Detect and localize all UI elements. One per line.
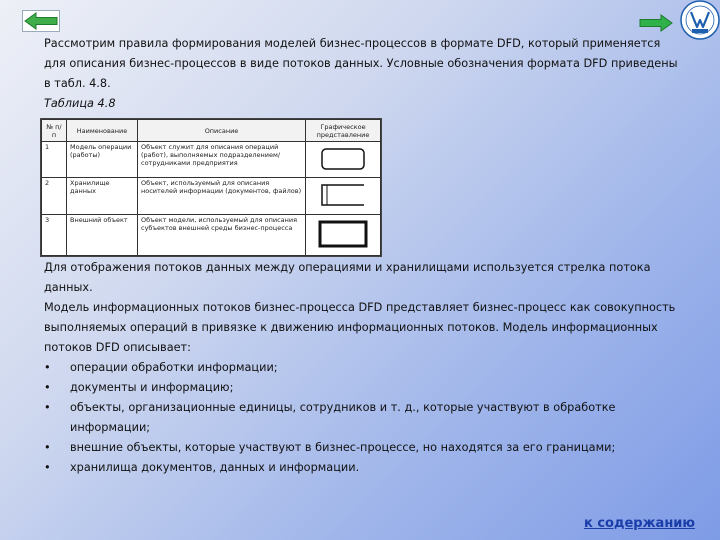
- table-header-num: № п/п: [42, 120, 67, 142]
- datastore-shape: [306, 178, 381, 214]
- table-header-desc: Описание: [138, 120, 306, 142]
- list-item: • документы и информацию;: [44, 378, 684, 398]
- external-object-shape: [306, 214, 381, 255]
- bullet-icon: •: [44, 381, 51, 394]
- bullet-list: [44, 358, 684, 478]
- intro-paragraph: Рассмотрим правила формирования моделей бизнес-процессов в формате DFD, который применяется для описания бизнес-процессов в виде потоков данных. Условные обозначения формата DFD приведены в табл. 4.8.: [44, 37, 678, 90]
- bullet-icon: •: [44, 361, 51, 374]
- list-item: • объекты, организационные единицы, сотрудников и т. д., которые участвуют в обработке информации;: [44, 398, 684, 438]
- row-name: Модель операции (работы): [67, 142, 138, 178]
- table-row: [42, 214, 381, 255]
- row-name: Внешний объект: [67, 214, 138, 255]
- row-num: 1: [42, 142, 67, 178]
- list-item: • внешние объекты, которые участвуют в бизнес-процессе, но находятся за его границами;: [44, 438, 684, 458]
- table-of-contents-link[interactable]: к содержанию: [584, 516, 696, 531]
- table-row: [42, 178, 381, 214]
- bullet-icon: •: [44, 401, 51, 414]
- row-desc: Объект модели, используемый для описания субъектов внешней среды бизнес-процесса: [138, 214, 306, 255]
- list-item: • операции обработки информации;: [44, 358, 684, 378]
- list-item: • хранилища документов, данных и информации.: [44, 458, 684, 478]
- operation-shape: [306, 142, 381, 178]
- table-header-graphic: Графическое представление: [306, 120, 381, 142]
- body-paragraph-1: Для отображения потоков данных между операциями и хранилищами используется стрелка потока данных.: [44, 261, 651, 294]
- row-num: 3: [42, 214, 67, 255]
- intro-block: [44, 34, 684, 114]
- table-row: [42, 142, 381, 178]
- table-caption: Таблица 4.8: [44, 97, 116, 110]
- bullet-icon: •: [44, 441, 51, 454]
- body-block: [44, 258, 684, 478]
- body-paragraph-2: Модель информационных потоков бизнес-процесса DFD представляет бизнес-процесс как совокупность выполняемых операций в привязке к движению информационных потоков. Модель информационных потоков DFD описывает:: [44, 301, 676, 354]
- row-desc: Объект служит для описания операций (работ), выполняемых подразделением/ сотрудниками предприятия: [138, 142, 306, 178]
- arrow-right-icon[interactable]: [637, 12, 675, 34]
- arrow-left-icon[interactable]: [22, 10, 60, 32]
- university-logo: [680, 0, 720, 40]
- row-num: 2: [42, 178, 67, 214]
- bullet-icon: •: [44, 461, 51, 474]
- row-name: Хранилище данных: [67, 178, 138, 214]
- row-desc: Объект, используемый для описания носителей информации (документов, файлов): [138, 178, 306, 214]
- dfd-notation-table: [40, 118, 382, 257]
- table-header-name: Наименование: [67, 120, 138, 142]
